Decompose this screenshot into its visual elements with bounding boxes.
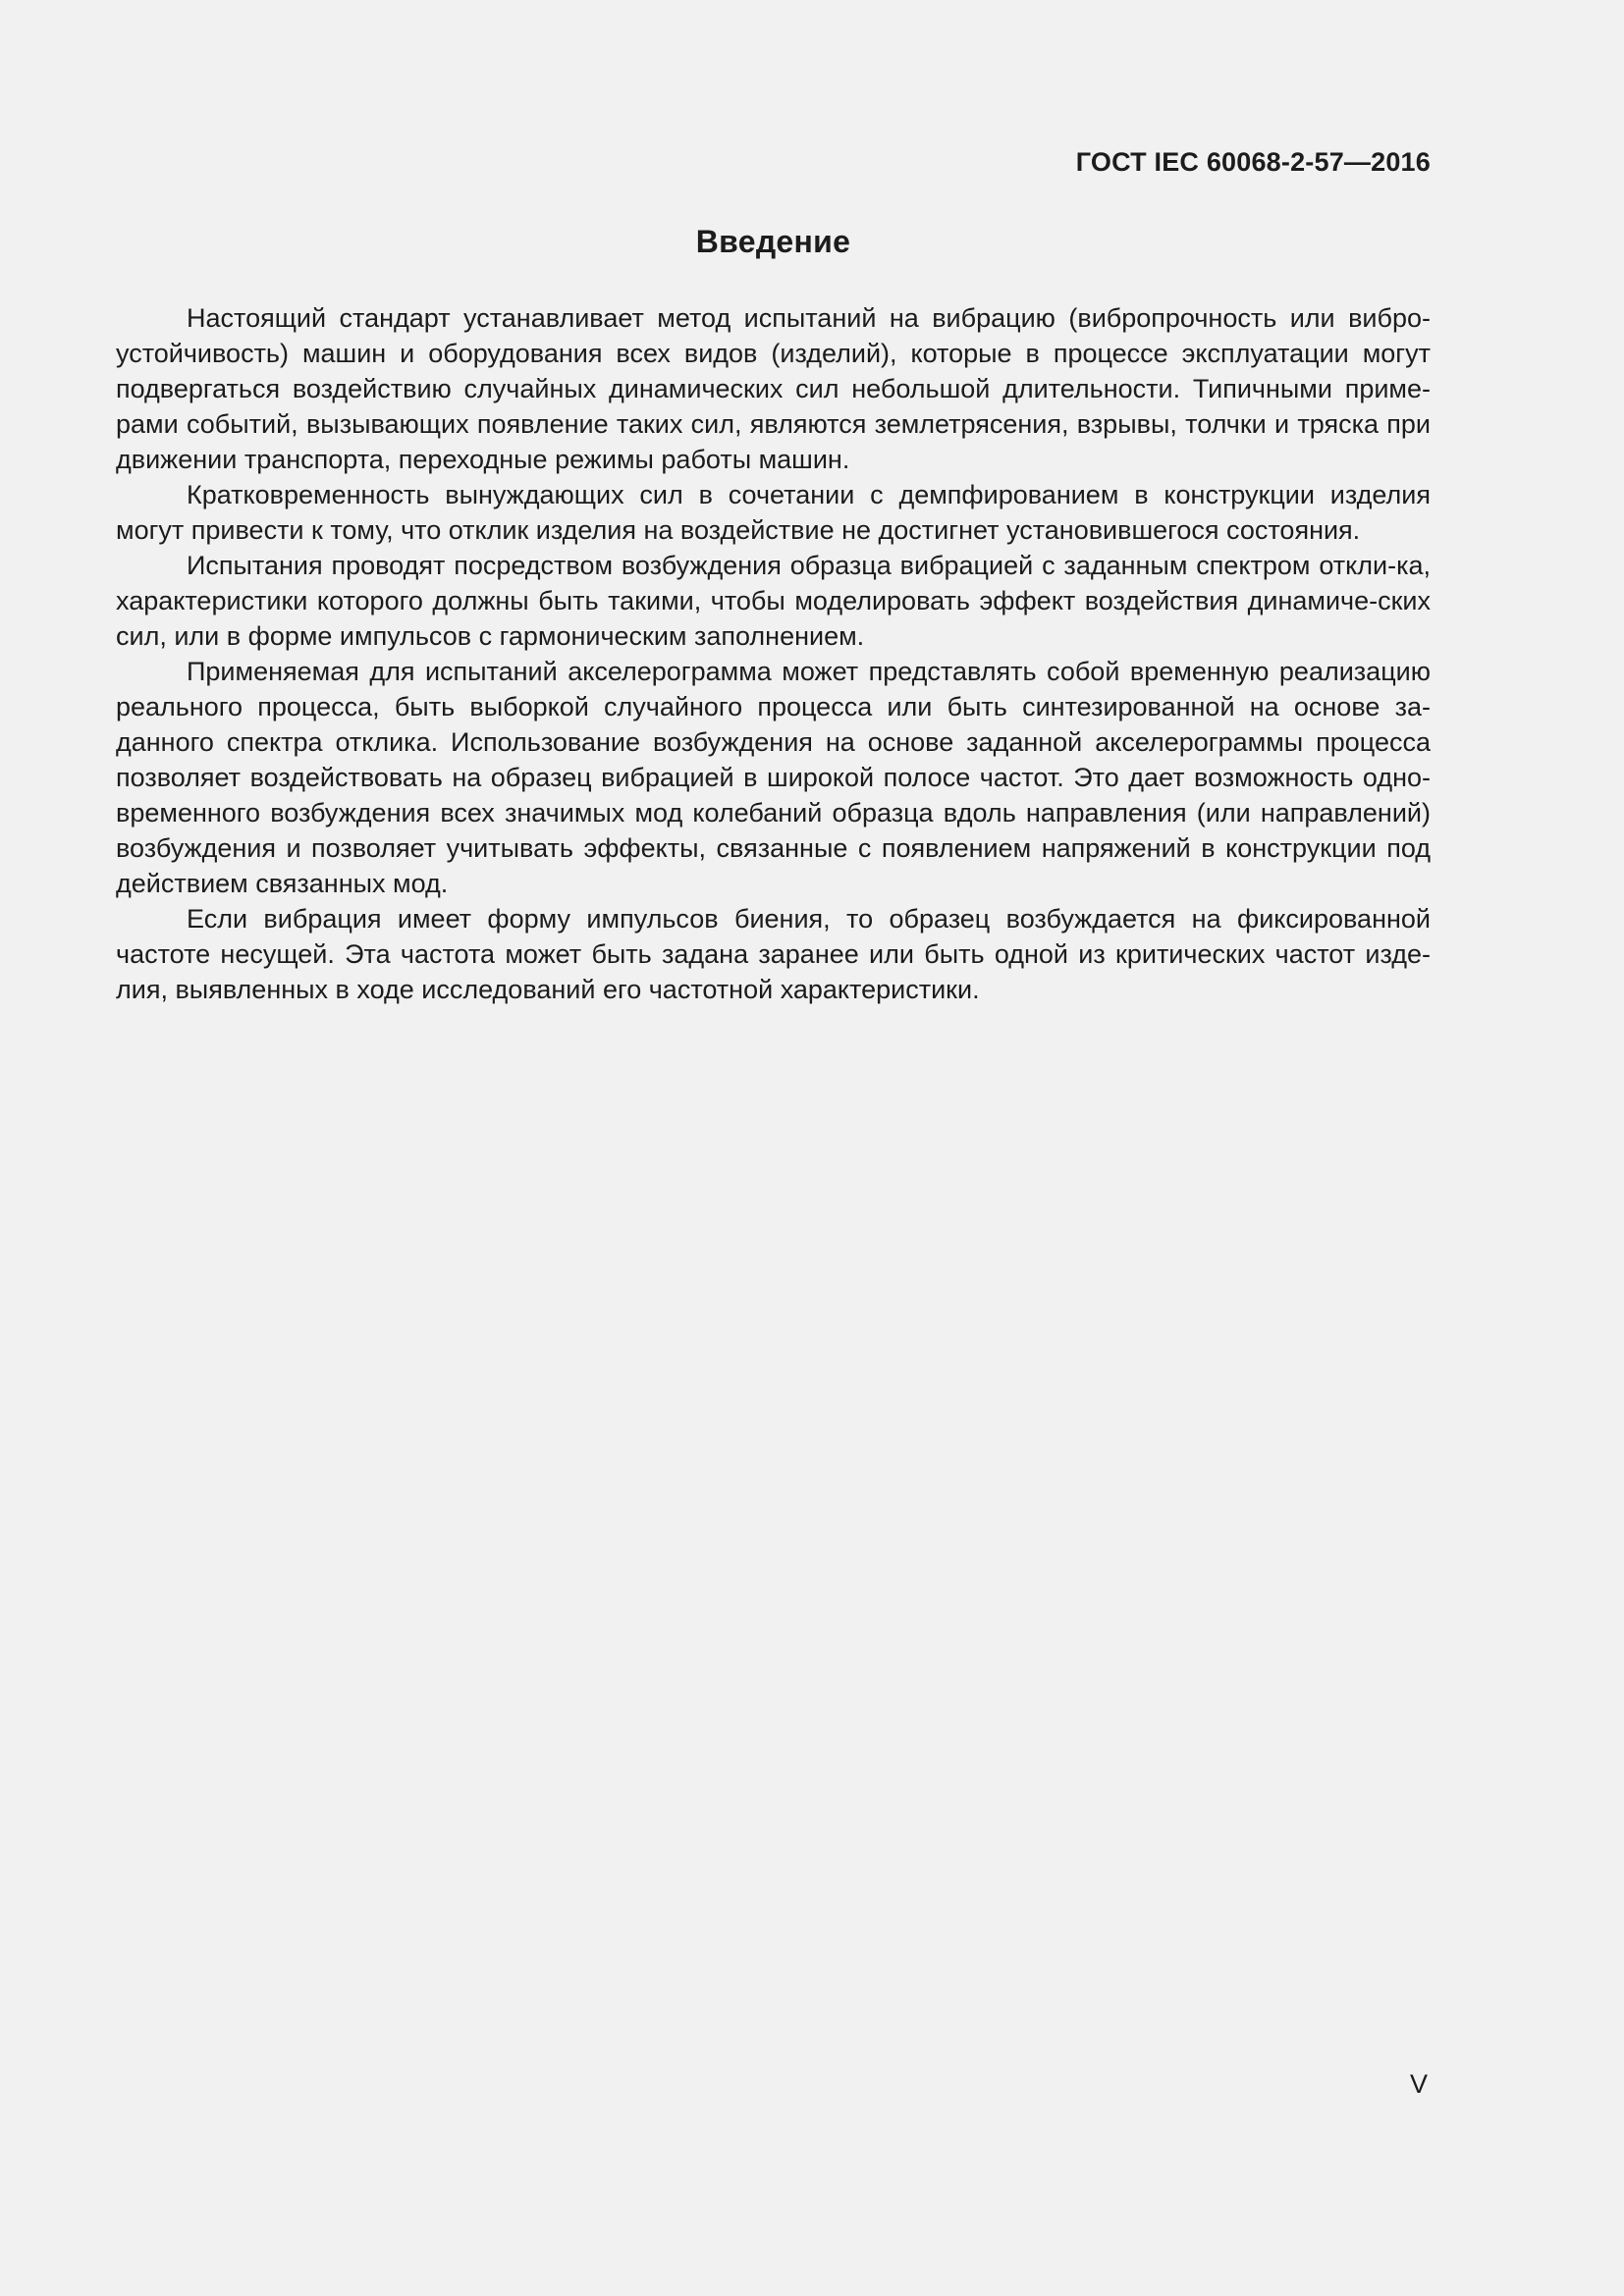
paragraph: Настоящий стандарт устанавливает метод испытаний на вибрацию (вибропрочность или вибро-устойчивость) машин и оборудования всех видов (изделий), которые в процессе эксплуатации могут подвергаться воздействию случайных динамических сил небольшой длительности. Типичными приме-рами событий, вызывающих появление таких сил, являются землетрясения, взрывы, толчки и тряска при движении транспорта, переходные режимы работы машин. — [116, 303, 1431, 474]
paragraph: Испытания проводят посредством возбуждения образца вибрацией с заданным спектром откли-ка, характеристики которого должны быть такими, чтобы моделировать эффект воздействия динамиче-ских сил, или в форме импульсов с гармоническим заполнением. — [116, 551, 1431, 651]
page-number: V — [1409, 2069, 1428, 2099]
paragraph: Применяемая для испытаний акселерограмма может представлять собой временную реализацию реального процесса, быть выборкой случайного процесса или быть синтезированной на основе за-данного спектра отклика. Использование возбуждения на основе заданной акселерограммы процесса позволяет воздействовать на образец вибрацией в широкой полосе частот. Это дает возможность одно-временного возбуждения всех значимых мод колебаний образца вдоль направления (или направлений) возбуждения и позволяет учитывать эффекты, связанные с появлением напряжений в конструкции под действием связанных мод. — [116, 657, 1431, 898]
section-title: Введение — [695, 224, 851, 259]
document-code-header: ГОСТ IEC 60068-2-57—2016 — [1075, 147, 1431, 177]
paragraph: Если вибрация имеет форму импульсов биения, то образец возбуждается на фиксированной частоте несущей. Эта частота может быть задана заранее или быть одной из критических частот изде-лия, выявленных в ходе исследований его частотной характеристики. — [116, 904, 1431, 1004]
section-body — [116, 300, 1431, 1007]
paragraph: Кратковременность вынуждающих сил в сочетании с демпфированием в конструкции изделия могут привести к тому, что отклик изделия на воздействие не достигнет установившегося состояния. — [116, 480, 1431, 545]
